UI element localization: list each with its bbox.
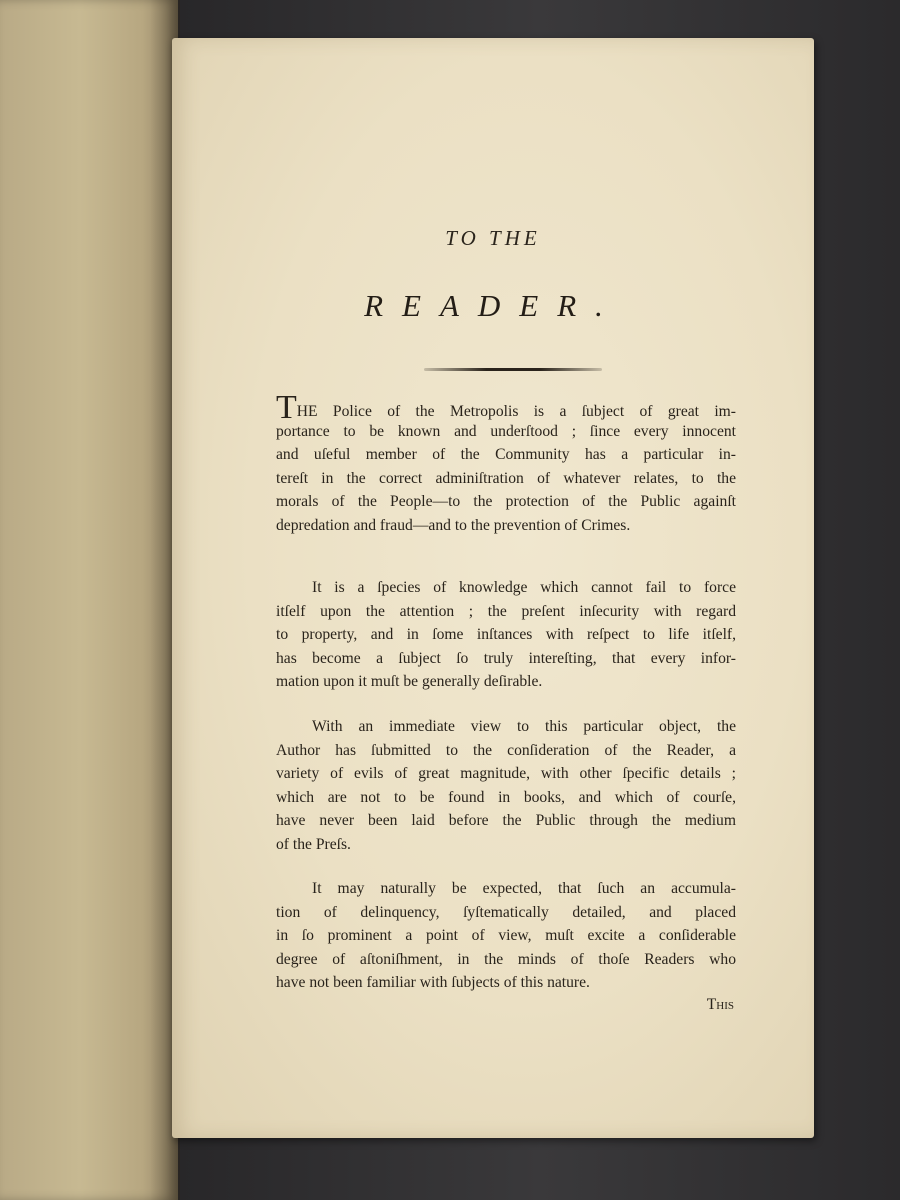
text-line: depredation and fraud—and to the prevention of Crimes. xyxy=(276,516,631,534)
text-line: mation upon it muſt be generally deſirable. xyxy=(276,673,543,691)
drop-cap: T xyxy=(276,389,297,426)
ornamental-rule xyxy=(424,368,602,371)
paragraph-4 xyxy=(276,877,736,995)
text-line: have not been familiar with ſubjects of this nature. xyxy=(276,974,590,992)
text-line: variety of evils of great magnitude, with other ſpecific details ; xyxy=(276,765,736,783)
paragraph-3 xyxy=(276,715,736,857)
text-line: and uſeful member of the Community has a particular in- xyxy=(276,446,736,464)
paragraph-1 xyxy=(276,389,736,538)
text-line: has become a ſubject ſo truly intereſting, that every infor- xyxy=(276,649,736,667)
text-line: in ſo prominent a point of view, muſt excite a conſiderable xyxy=(276,927,736,945)
text-line: itſelf upon the attention ; the preſent inſecurity with regard xyxy=(276,602,736,620)
text-line: have never been laid before the Public through the medium xyxy=(276,812,736,830)
text-line: tion of delinquency, ſyſtematically detailed, and placed xyxy=(276,903,736,921)
text-line: With an immediate view to this particular object, the xyxy=(312,718,736,735)
text-line: to property, and in ſome inſtances with reſpect to life itſelf, xyxy=(276,626,736,644)
text-line: degree of aſtoniſhment, in the minds of thoſe Readers who xyxy=(276,950,736,968)
text-line: which are not to be found in books, and which of courſe, xyxy=(276,788,736,806)
heading-reader: READER. xyxy=(364,288,622,323)
catchword: This xyxy=(706,996,734,1013)
text-line: of the Preſs. xyxy=(276,835,351,853)
text-line: tereſt in the correct adminiſtration of whatever relates, to the xyxy=(276,469,736,487)
text-line: morals of the People—to the protection of the Public againſt xyxy=(276,493,736,511)
book-page xyxy=(172,38,814,1138)
text-line: It is a ſpecies of knowledge which cannot fail to force xyxy=(312,579,736,596)
text-line: THE Police of the Metropolis is a ſubject of great im- xyxy=(276,389,736,426)
text-line: Author has ſubmitted to the conſideration of the Reader, a xyxy=(276,741,736,759)
paragraph-2 xyxy=(276,576,736,694)
text-line: portance to be known and underſtood ; ſince every innocent xyxy=(276,422,736,440)
heading-to-the: TO THE xyxy=(445,226,541,250)
text-line: It may naturally be expected, that ſuch an accumula- xyxy=(312,880,736,897)
